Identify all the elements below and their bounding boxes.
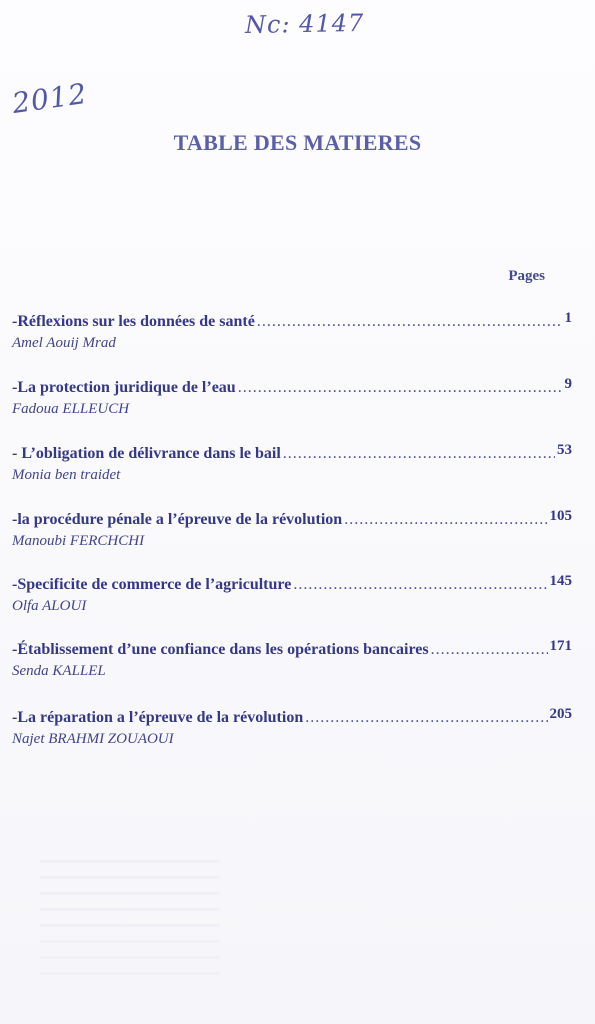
toc-entry-page: 1: [564, 310, 572, 326]
toc-entry-page: 105: [549, 508, 572, 524]
toc-entry-author: Najet BRAHMI ZOUAOUI: [12, 731, 174, 747]
toc-entry: [12, 444, 572, 485]
toc-entry: [12, 708, 572, 749]
handwritten-year: 2012: [10, 76, 90, 121]
toc-entry-title: -Specificite de commerce de l’agriculture: [12, 576, 292, 593]
toc-entry-author: Amel Aouij Mrad: [12, 335, 116, 351]
leader-dots: [283, 444, 555, 464]
toc-entry-line: [12, 312, 572, 332]
handwritten-catalog-number: Nc: 4147: [244, 8, 365, 40]
toc-entry: [12, 510, 572, 551]
pages-column-header: Pages: [508, 268, 545, 284]
leader-dots: [293, 575, 547, 595]
toc-entry-page: 205: [549, 706, 572, 722]
toc-entry: [12, 312, 572, 353]
page-title: TABLE DES MATIERES: [173, 130, 422, 155]
toc-entry-page: 53: [557, 442, 572, 458]
leader-dots: [238, 378, 563, 398]
toc-entry-page: 9: [564, 376, 572, 392]
bleed-through-shadow: [40, 860, 220, 980]
toc-entry-title: -La réparation a l’épreuve de la révolution: [12, 709, 304, 726]
toc-entry-author: Senda KALLEL: [12, 663, 106, 679]
toc-entry-line: [12, 575, 572, 595]
toc-entry-title: -la procédure pénale a l’épreuve de la révolution: [12, 511, 343, 528]
toc-entry-line: [12, 378, 572, 398]
toc-entry: [12, 640, 572, 681]
toc-entry-line: [12, 708, 572, 728]
leader-dots: [257, 312, 563, 332]
toc-entry-title: -Réflexions sur les données de santé: [12, 313, 255, 330]
leader-dots: [344, 510, 547, 530]
toc-entry-author: Manoubi FERCHCHI: [12, 533, 145, 549]
toc-entry-line: [12, 444, 572, 464]
toc-entry-line: [12, 510, 572, 530]
toc-entry: [12, 378, 572, 419]
toc-entry-page: 171: [549, 638, 572, 654]
toc-entry-author: Fadoua ELLEUCH: [12, 401, 130, 417]
toc-entry-title: - L’obligation de délivrance dans le bail: [12, 445, 281, 462]
toc-entry-page: 145: [549, 573, 572, 589]
toc-entry-line: [12, 640, 572, 660]
toc-entry-author: Olfa ALOUI: [12, 598, 87, 614]
leader-dots: [431, 640, 548, 660]
toc-entry: [12, 575, 572, 616]
toc-entry-author: Monia ben traidet: [12, 467, 121, 483]
toc-entry-title: -La protection juridique de l’eau: [12, 379, 236, 396]
toc-entry-title: -Établissement d’une confiance dans les opérations bancaires: [12, 641, 429, 658]
leader-dots: [305, 708, 547, 728]
